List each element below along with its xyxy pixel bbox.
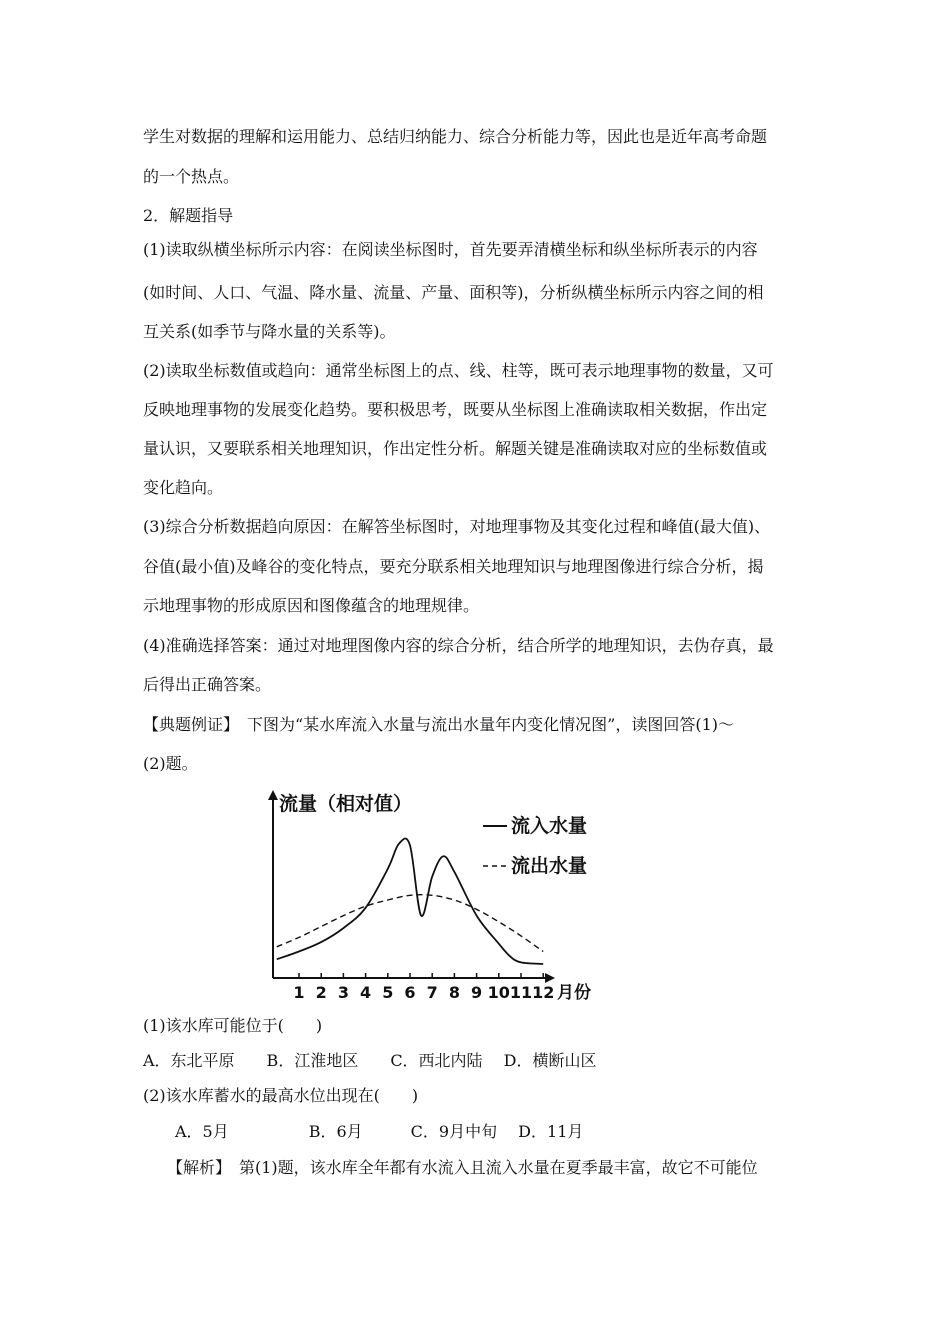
flow-chart-svg <box>255 786 615 1004</box>
text-line-3: 2．解题指导 <box>143 206 234 225</box>
text-line-13: 示地理事物的形成原因和图像蕴含的地理规律。 <box>143 596 480 615</box>
y-axis-arrow <box>268 790 278 800</box>
text-line-9: 量认识，又要联系相关地理知识，作出定性分析。解题关键是准确读取对应的坐标数值或 <box>143 439 768 458</box>
x-tick-label: 3 <box>337 983 349 1002</box>
x-tick-label: 2 <box>315 983 327 1002</box>
x-tick-label: 8 <box>448 983 460 1002</box>
x-axis-label: 月份 <box>557 983 591 1003</box>
text-line-7: (2)读取坐标数值或趋向：通常坐标图上的点、线、柱等，既可表示地理事物的数量，又可 <box>143 361 774 380</box>
series-line-outflow <box>277 895 543 952</box>
text-line-17: (2)题。 <box>143 754 198 773</box>
flow-chart <box>255 786 615 1004</box>
legend-label: 流出水量 <box>511 855 588 877</box>
text-line-15: 后得出正确答案。 <box>143 675 272 694</box>
text-line-14: (4)准确选择答案：通过对地理图像内容的综合分析，结合所学的地理知识，去伪存真，最 <box>143 636 774 655</box>
text-line-11: (3)综合分析数据趋向原因：在解答坐标图时，对地理事物及其变化过程和峰值(最大值)、 <box>143 517 771 536</box>
x-tick-label: 6 <box>404 983 416 1002</box>
x-tick-label: 5 <box>382 983 394 1002</box>
text-line-4: (1)读取纵横坐标所示内容：在阅读坐标图时，首先要弄清横坐标和纵坐标所表示的内容 <box>143 240 758 259</box>
y-axis-label: 流量（相对值） <box>279 793 413 815</box>
x-tick-label: 11 <box>509 983 533 1002</box>
text-line-after-chart-4: A．5月 B．6月 C．9月中旬 D．11月 <box>143 1122 584 1141</box>
x-tick-label: 1 <box>293 983 305 1002</box>
text-line-16: 【典题例证】 下图为“某水库流入水量与流出水量年内变化情况图”，读图回答(1)～ <box>143 715 735 734</box>
text-line-after-chart-1: (1)该水库可能位于( ) <box>143 1016 323 1035</box>
text-line-after-chart-2: A．东北平原 B．江淮地区 C．西北内陆 D．横断山区 <box>143 1051 597 1070</box>
text-line-6: 互关系(如季节与降水量的关系等)。 <box>143 322 396 341</box>
text-line-10: 变化趋向。 <box>143 478 224 497</box>
legend-label: 流入水量 <box>511 815 588 837</box>
text-line-2: 的一个热点。 <box>143 167 240 186</box>
x-tick-label: 10 <box>487 983 510 1002</box>
x-tick-label: 9 <box>471 983 483 1002</box>
x-axis-arrow <box>545 973 555 983</box>
x-tick-label: 4 <box>360 983 372 1002</box>
text-line-after-chart-5: 【解析】 第(1)题，该水库全年都有水流入且流入水量在夏季最丰富，故它不可能位 <box>143 1158 758 1177</box>
text-line-5: (如时间、人口、气温、降水量、流量、产量、面积等)，分析纵横坐标所示内容之间的相 <box>143 283 764 302</box>
text-line-1: 学生对数据的理解和运用能力、总结归纳能力、综合分析能力等，因此也是近年高考命题 <box>143 127 768 146</box>
text-line-8: 反映地理事物的发展变化趋势。要积极思考，既要从坐标图上准确读取相关数据，作出定 <box>143 400 768 419</box>
series-line-inflow <box>277 839 543 964</box>
x-tick-label: 12 <box>532 983 555 1002</box>
text-line-12: 谷值(最小值)及峰谷的变化特点，要充分联系相关地理知识与地理图像进行综合分析，揭 <box>143 557 764 576</box>
x-tick-label: 7 <box>426 983 438 1002</box>
text-line-after-chart-3: (2)该水库蓄水的最高水位出现在( ) <box>143 1086 419 1105</box>
